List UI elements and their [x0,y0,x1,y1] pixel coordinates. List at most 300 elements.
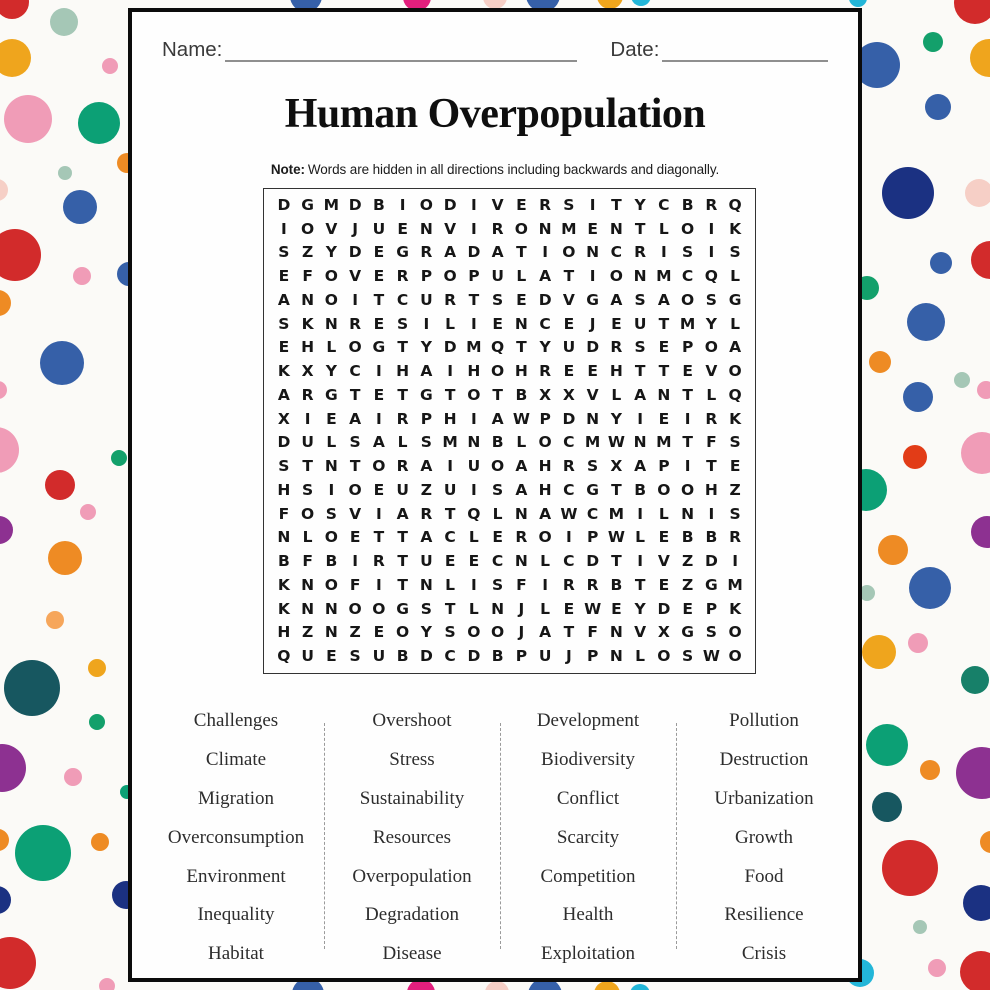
grid-letter-r15c2[interactable]: L [302,528,313,547]
grid-letter-r5c20[interactable]: G [728,290,742,309]
grid-letter-r10c6[interactable]: R [396,409,409,428]
grid-letter-r20c1[interactable]: Q [277,647,291,666]
grid-letter-r13c19[interactable]: H [704,480,718,499]
grid-letter-r11c10[interactable]: B [491,433,504,452]
grid-letter-r2c12[interactable]: N [538,219,552,238]
grid-letter-r2c20[interactable]: K [729,219,742,238]
grid-letter-r2c5[interactable]: U [372,219,386,238]
grid-letter-r15c8[interactable]: C [444,528,456,547]
grid-letter-r13c6[interactable]: U [396,480,409,499]
grid-letter-r2c13[interactable]: M [561,219,577,238]
grid-letter-r4c18[interactable]: C [681,267,694,286]
grid-letter-r6c19[interactable]: Y [705,314,717,333]
grid-letter-r2c14[interactable]: E [587,219,598,238]
grid-letter-r3c12[interactable]: I [542,243,549,262]
grid-letter-r18c17[interactable]: D [657,599,671,618]
grid-letter-r6c14[interactable]: J [589,314,596,333]
grid-letter-r20c14[interactable]: P [586,647,599,666]
grid-letter-r13c9[interactable]: I [470,480,477,499]
grid-letter-r5c2[interactable]: N [301,290,315,309]
grid-letter-r8c1[interactable]: K [277,362,290,381]
grid-letter-r5c6[interactable]: C [396,290,409,309]
grid-letter-r7c6[interactable]: T [397,338,408,357]
grid-letter-r7c20[interactable]: A [729,338,742,357]
grid-letter-r11c5[interactable]: A [372,433,385,452]
grid-letter-r6c6[interactable]: S [397,314,409,333]
grid-letter-r6c7[interactable]: I [423,314,430,333]
grid-letter-r11c7[interactable]: S [420,433,432,452]
grid-letter-r15c1[interactable]: N [277,528,291,547]
grid-letter-r17c3[interactable]: O [324,575,338,594]
grid-letter-r10c19[interactable]: R [705,409,718,428]
grid-letter-r15c4[interactable]: E [349,528,361,547]
grid-letter-r10c4[interactable]: A [349,409,362,428]
grid-letter-r6c16[interactable]: U [633,314,647,333]
grid-letter-r6c10[interactable]: E [492,314,503,333]
grid-letter-r9c14[interactable]: V [586,385,599,404]
grid-letter-r8c19[interactable]: V [705,362,718,381]
grid-letter-r12c5[interactable]: O [372,457,386,476]
grid-letter-r15c16[interactable]: L [635,528,646,547]
grid-letter-r1c9[interactable]: I [470,195,477,214]
grid-letter-r4c19[interactable]: Q [704,267,718,286]
grid-letter-r19c13[interactable]: T [563,623,575,642]
grid-letter-r12c13[interactable]: R [562,457,575,476]
grid-letter-r2c19[interactable]: I [708,219,715,238]
grid-letter-r13c10[interactable]: S [492,480,504,499]
grid-letter-r2c6[interactable]: E [397,219,408,238]
grid-letter-r15c15[interactable]: W [607,528,625,547]
grid-letter-r12c19[interactable]: T [706,457,717,476]
grid-letter-r20c11[interactable]: P [515,647,528,666]
grid-letter-r11c18[interactable]: T [682,433,693,452]
grid-letter-r6c12[interactable]: C [539,314,551,333]
grid-letter-r17c8[interactable]: L [445,575,456,594]
grid-letter-r17c5[interactable]: I [375,575,382,594]
grid-letter-r15c5[interactable]: T [373,528,385,547]
grid-letter-r11c19[interactable]: F [706,433,717,452]
grid-letter-r20c2[interactable]: U [301,647,314,666]
grid-letter-r19c18[interactable]: G [681,623,694,642]
grid-letter-r14c2[interactable]: O [301,504,315,523]
grid-letter-r18c16[interactable]: Y [634,599,646,618]
grid-letter-r20c15[interactable]: N [609,647,623,666]
grid-letter-r12c17[interactable]: P [658,457,670,476]
grid-letter-r10c2[interactable]: I [304,409,311,428]
grid-letter-r3c6[interactable]: G [396,243,409,262]
grid-letter-r14c17[interactable]: L [658,504,669,523]
grid-letter-r8c2[interactable]: X [301,362,314,381]
grid-letter-r20c4[interactable]: S [349,647,361,666]
grid-letter-r12c9[interactable]: U [467,457,481,476]
grid-letter-r7c13[interactable]: U [562,338,576,357]
grid-letter-r17c14[interactable]: R [586,575,599,594]
grid-letter-r18c11[interactable]: J [518,599,525,618]
grid-letter-r1c19[interactable]: R [705,195,718,214]
grid-letter-r1c15[interactable]: T [611,195,622,214]
grid-letter-r17c1[interactable]: K [277,575,290,594]
grid-letter-r19c17[interactable]: X [657,623,670,642]
grid-letter-r20c7[interactable]: D [419,647,433,666]
grid-letter-r7c19[interactable]: O [704,338,718,357]
grid-letter-r16c1[interactable]: B [277,552,290,571]
grid-letter-r3c11[interactable]: T [516,243,527,262]
grid-letter-r4c17[interactable]: M [656,267,672,286]
grid-letter-r3c2[interactable]: Z [302,243,314,262]
grid-letter-r3c7[interactable]: R [420,243,433,262]
grid-letter-r16c6[interactable]: T [397,552,408,571]
grid-letter-r1c7[interactable]: O [419,195,433,214]
grid-letter-r19c2[interactable]: Z [302,623,314,642]
grid-letter-r18c4[interactable]: O [348,599,362,618]
grid-letter-r17c16[interactable]: T [634,575,646,594]
grid-letter-r17c15[interactable]: B [610,575,623,594]
grid-letter-r2c15[interactable]: N [609,219,623,238]
grid-letter-r6c17[interactable]: T [658,314,670,333]
grid-letter-r6c5[interactable]: E [373,314,385,333]
grid-letter-r6c3[interactable]: N [324,314,338,333]
grid-letter-r17c11[interactable]: F [516,575,527,594]
grid-letter-r7c16[interactable]: S [634,338,646,357]
grid-letter-r2c2[interactable]: O [301,219,315,238]
grid-letter-r16c13[interactable]: C [563,552,575,571]
grid-letter-r5c16[interactable]: S [634,290,646,309]
grid-letter-r14c5[interactable]: I [375,504,382,523]
grid-letter-r17c18[interactable]: Z [682,575,694,594]
grid-letter-r16c8[interactable]: E [444,552,456,571]
grid-letter-r10c9[interactable]: I [470,409,477,428]
grid-letter-r5c11[interactable]: E [516,290,527,309]
grid-letter-r10c12[interactable]: P [539,409,551,428]
grid-letter-r8c18[interactable]: E [682,362,693,381]
grid-letter-r11c20[interactable]: S [729,433,741,452]
grid-letter-r14c12[interactable]: A [539,504,552,523]
grid-letter-r5c18[interactable]: O [681,290,695,309]
grid-letter-r7c8[interactable]: D [443,338,457,357]
grid-letter-r11c8[interactable]: M [442,433,458,452]
grid-letter-r18c9[interactable]: L [468,599,479,618]
grid-letter-r8c5[interactable]: I [375,362,382,381]
grid-letter-r8c16[interactable]: T [634,362,646,381]
grid-letter-r8c15[interactable]: H [609,362,623,381]
grid-letter-r17c12[interactable]: I [542,575,549,594]
grid-letter-r16c14[interactable]: D [586,552,600,571]
grid-letter-r8c9[interactable]: H [467,362,481,381]
grid-letter-r6c11[interactable]: N [514,314,528,333]
grid-letter-r16c12[interactable]: L [540,552,551,571]
grid-letter-r9c5[interactable]: E [373,385,385,404]
grid-letter-r13c3[interactable]: I [328,480,335,499]
grid-letter-r11c14[interactable]: M [584,433,601,452]
grid-letter-r8c10[interactable]: O [491,362,505,381]
grid-letter-r19c9[interactable]: O [467,623,481,642]
grid-letter-r5c7[interactable]: U [420,290,433,309]
grid-letter-r7c1[interactable]: E [278,338,290,357]
grid-letter-r14c6[interactable]: A [396,504,409,523]
grid-letter-r3c8[interactable]: A [444,243,457,262]
grid-letter-r14c18[interactable]: N [681,504,695,523]
grid-letter-r9c11[interactable]: B [515,385,528,404]
grid-letter-r19c6[interactable]: O [396,623,410,642]
grid-letter-r13c15[interactable]: T [611,480,622,499]
grid-letter-r2c9[interactable]: I [470,219,477,238]
grid-letter-r6c2[interactable]: K [301,314,314,333]
grid-letter-r4c15[interactable]: O [609,267,623,286]
grid-letter-r15c10[interactable]: E [492,528,503,547]
grid-letter-r18c19[interactable]: P [705,599,718,618]
grid-letter-r7c2[interactable]: H [301,338,315,357]
grid-letter-r8c8[interactable]: I [447,362,454,381]
grid-letter-r18c20[interactable]: K [729,599,742,618]
grid-letter-r9c9[interactable]: O [467,385,481,404]
grid-letter-r20c19[interactable]: W [702,647,720,666]
grid-letter-r19c8[interactable]: S [444,623,456,642]
grid-letter-r20c17[interactable]: O [657,647,671,666]
grid-letter-r16c3[interactable]: B [325,552,338,571]
grid-letter-r11c11[interactable]: L [516,433,527,452]
grid-letter-r4c10[interactable]: U [491,267,504,286]
grid-letter-r13c2[interactable]: S [302,480,314,499]
grid-letter-r9c17[interactable]: N [657,385,671,404]
grid-letter-r5c19[interactable]: S [705,290,717,309]
grid-letter-r12c20[interactable]: E [729,457,741,476]
grid-letter-r7c15[interactable]: R [610,338,623,357]
grid-letter-r18c1[interactable]: K [277,599,290,618]
grid-letter-r1c13[interactable]: S [563,195,575,214]
grid-letter-r13c7[interactable]: Z [420,480,432,499]
grid-letter-r5c1[interactable]: A [277,290,290,309]
grid-letter-r8c13[interactable]: E [563,362,575,381]
grid-letter-r18c6[interactable]: G [396,599,409,618]
grid-letter-r12c3[interactable]: N [324,457,338,476]
grid-letter-r10c14[interactable]: N [586,409,600,428]
grid-letter-r18c15[interactable]: E [611,599,622,618]
grid-letter-r13c4[interactable]: O [348,480,362,499]
grid-letter-r14c15[interactable]: M [608,504,625,523]
grid-letter-r12c11[interactable]: A [515,457,528,476]
grid-letter-r14c8[interactable]: T [444,504,456,523]
grid-letter-r19c14[interactable]: F [587,623,598,642]
grid-letter-r12c12[interactable]: H [538,457,552,476]
grid-letter-r6c18[interactable]: M [679,314,696,333]
grid-letter-r2c7[interactable]: N [419,219,433,238]
name-input-line[interactable] [225,38,577,62]
grid-letter-r12c2[interactable]: T [302,457,313,476]
grid-letter-r18c5[interactable]: O [372,599,386,618]
grid-letter-r18c7[interactable]: S [420,599,432,618]
grid-letter-r7c14[interactable]: D [586,338,600,357]
grid-letter-r4c3[interactable]: O [324,267,338,286]
grid-letter-r3c4[interactable]: D [348,243,362,262]
grid-letter-r19c10[interactable]: O [491,623,505,642]
grid-letter-r3c16[interactable]: R [634,243,647,262]
grid-letter-r1c8[interactable]: D [443,195,457,214]
grid-letter-r8c7[interactable]: A [420,362,433,381]
grid-letter-r20c8[interactable]: C [444,647,456,666]
grid-letter-r9c12[interactable]: X [539,385,552,404]
grid-letter-r9c20[interactable]: Q [728,385,742,404]
grid-letter-r20c9[interactable]: D [467,647,481,666]
grid-letter-r11c15[interactable]: W [607,433,625,452]
grid-letter-r10c15[interactable]: Y [610,409,622,428]
grid-letter-r17c2[interactable]: N [301,575,315,594]
grid-letter-r2c17[interactable]: L [658,219,669,238]
grid-letter-r5c15[interactable]: A [610,290,623,309]
grid-letter-r13c17[interactable]: O [657,480,671,499]
grid-letter-r15c3[interactable]: O [324,528,338,547]
grid-letter-r16c11[interactable]: N [514,552,528,571]
grid-letter-r10c16[interactable]: I [637,409,644,428]
grid-letter-r10c5[interactable]: I [375,409,382,428]
grid-letter-r1c5[interactable]: B [372,195,385,214]
grid-letter-r16c15[interactable]: T [611,552,622,571]
grid-letter-r5c3[interactable]: O [324,290,338,309]
grid-letter-r13c13[interactable]: C [563,480,575,499]
grid-letter-r11c2[interactable]: U [301,433,314,452]
grid-letter-r15c18[interactable]: B [681,528,694,547]
grid-letter-r7c7[interactable]: Y [420,338,432,357]
grid-letter-r14c11[interactable]: N [514,504,528,523]
grid-letter-r12c14[interactable]: S [587,457,599,476]
grid-letter-r3c17[interactable]: I [660,243,667,262]
grid-letter-r13c20[interactable]: Z [729,480,741,499]
grid-letter-r1c4[interactable]: D [348,195,362,214]
grid-letter-r3c19[interactable]: I [708,243,715,262]
grid-letter-r12c18[interactable]: I [684,457,691,476]
grid-letter-r15c7[interactable]: A [420,528,433,547]
grid-letter-r5c10[interactable]: S [492,290,504,309]
grid-letter-r11c17[interactable]: M [656,433,672,452]
grid-letter-r20c13[interactable]: J [565,647,572,666]
grid-letter-r9c10[interactable]: T [492,385,503,404]
grid-letter-r7c12[interactable]: Y [539,338,551,357]
grid-letter-r8c3[interactable]: Y [325,362,337,381]
grid-letter-r20c20[interactable]: O [728,647,742,666]
grid-letter-r3c18[interactable]: S [682,243,694,262]
grid-letter-r12c8[interactable]: I [447,457,454,476]
grid-letter-r19c7[interactable]: Y [420,623,432,642]
grid-letter-r10c10[interactable]: A [491,409,504,428]
grid-letter-r11c12[interactable]: O [538,433,552,452]
grid-letter-r12c15[interactable]: X [610,457,623,476]
grid-letter-r15c9[interactable]: L [468,528,479,547]
grid-letter-r9c3[interactable]: G [325,385,338,404]
grid-letter-r9c13[interactable]: X [562,385,575,404]
grid-letter-r1c16[interactable]: Y [634,195,646,214]
grid-letter-r14c16[interactable]: I [637,504,644,523]
grid-letter-r17c19[interactable]: G [705,575,718,594]
grid-letter-r9c19[interactable]: L [706,385,717,404]
grid-letter-r10c20[interactable]: K [729,409,742,428]
grid-letter-r13c16[interactable]: B [634,480,647,499]
grid-letter-r8c12[interactable]: R [539,362,552,381]
grid-letter-r14c1[interactable]: F [278,504,290,523]
grid-letter-r14c9[interactable]: Q [467,504,481,523]
grid-letter-r12c10[interactable]: O [491,457,505,476]
grid-letter-r3c14[interactable]: N [586,243,600,262]
grid-letter-r10c13[interactable]: D [562,409,576,428]
grid-letter-r15c13[interactable]: I [565,528,572,547]
grid-letter-r16c19[interactable]: D [704,552,718,571]
grid-letter-r3c13[interactable]: O [562,243,576,262]
grid-letter-r6c13[interactable]: E [563,314,575,333]
grid-letter-r18c10[interactable]: N [491,599,505,618]
grid-letter-r15c6[interactable]: T [397,528,408,547]
grid-letter-r17c13[interactable]: R [562,575,575,594]
grid-letter-r4c8[interactable]: O [443,267,457,286]
grid-letter-r16c17[interactable]: V [657,552,670,571]
grid-letter-r7c3[interactable]: L [326,338,337,357]
grid-letter-r4c2[interactable]: F [302,267,313,286]
grid-letter-r6c4[interactable]: R [349,314,362,333]
grid-letter-r17c4[interactable]: F [349,575,361,594]
grid-letter-r7c4[interactable]: O [348,338,362,357]
grid-letter-r14c3[interactable]: S [325,504,337,523]
grid-letter-r14c10[interactable]: L [492,504,503,523]
grid-letter-r20c5[interactable]: U [372,647,386,666]
grid-letter-r12c16[interactable]: A [634,457,647,476]
grid-letter-r16c16[interactable]: I [637,552,644,571]
grid-letter-r15c14[interactable]: P [586,528,599,547]
grid-letter-r6c8[interactable]: L [445,314,456,333]
grid-letter-r17c9[interactable]: I [470,575,477,594]
grid-letter-r16c18[interactable]: Z [682,552,694,571]
grid-letter-r17c17[interactable]: E [658,575,670,594]
grid-letter-r1c3[interactable]: M [323,195,340,214]
grid-letter-r19c11[interactable]: J [518,623,525,642]
grid-letter-r2c18[interactable]: O [681,219,695,238]
grid-letter-r1c12[interactable]: R [539,195,552,214]
grid-letter-r9c7[interactable]: G [420,385,433,404]
grid-letter-r20c10[interactable]: B [491,647,504,666]
grid-letter-r13c12[interactable]: H [538,480,552,499]
grid-letter-r20c3[interactable]: E [326,647,337,666]
grid-letter-r17c6[interactable]: T [397,575,408,594]
grid-letter-r11c13[interactable]: C [563,433,575,452]
grid-letter-r15c17[interactable]: E [658,528,670,547]
grid-letter-r10c11[interactable]: W [512,409,530,428]
grid-letter-r19c1[interactable]: H [277,623,291,642]
grid-letter-r10c17[interactable]: E [658,409,670,428]
grid-letter-r12c4[interactable]: T [349,457,361,476]
grid-letter-r3c15[interactable]: C [610,243,623,262]
grid-letter-r10c1[interactable]: X [277,409,290,428]
grid-letter-r15c20[interactable]: R [729,528,742,547]
grid-letter-r19c3[interactable]: N [324,623,338,642]
grid-letter-r4c11[interactable]: L [516,267,527,286]
grid-letter-r14c4[interactable]: V [349,504,362,523]
grid-letter-r20c16[interactable]: L [635,647,646,666]
grid-letter-r17c7[interactable]: N [419,575,433,594]
grid-letter-r1c18[interactable]: B [681,195,694,214]
grid-letter-r16c10[interactable]: C [491,552,504,571]
grid-letter-r20c6[interactable]: B [396,647,409,666]
grid-letter-r19c5[interactable]: E [373,623,385,642]
grid-letter-r5c8[interactable]: R [444,290,457,309]
grid-letter-r18c14[interactable]: W [584,599,602,618]
grid-letter-r4c5[interactable]: E [373,267,385,286]
grid-letter-r9c16[interactable]: A [634,385,647,404]
grid-letter-r1c1[interactable]: D [277,195,291,214]
grid-letter-r4c20[interactable]: L [730,267,741,286]
grid-letter-r14c19[interactable]: I [708,504,715,523]
grid-letter-r18c13[interactable]: E [563,599,575,618]
grid-letter-r9c15[interactable]: L [611,385,622,404]
grid-letter-r16c7[interactable]: U [420,552,433,571]
grid-letter-r1c2[interactable]: G [301,195,314,214]
grid-letter-r13c11[interactable]: A [515,480,528,499]
grid-letter-r7c17[interactable]: E [658,338,670,357]
